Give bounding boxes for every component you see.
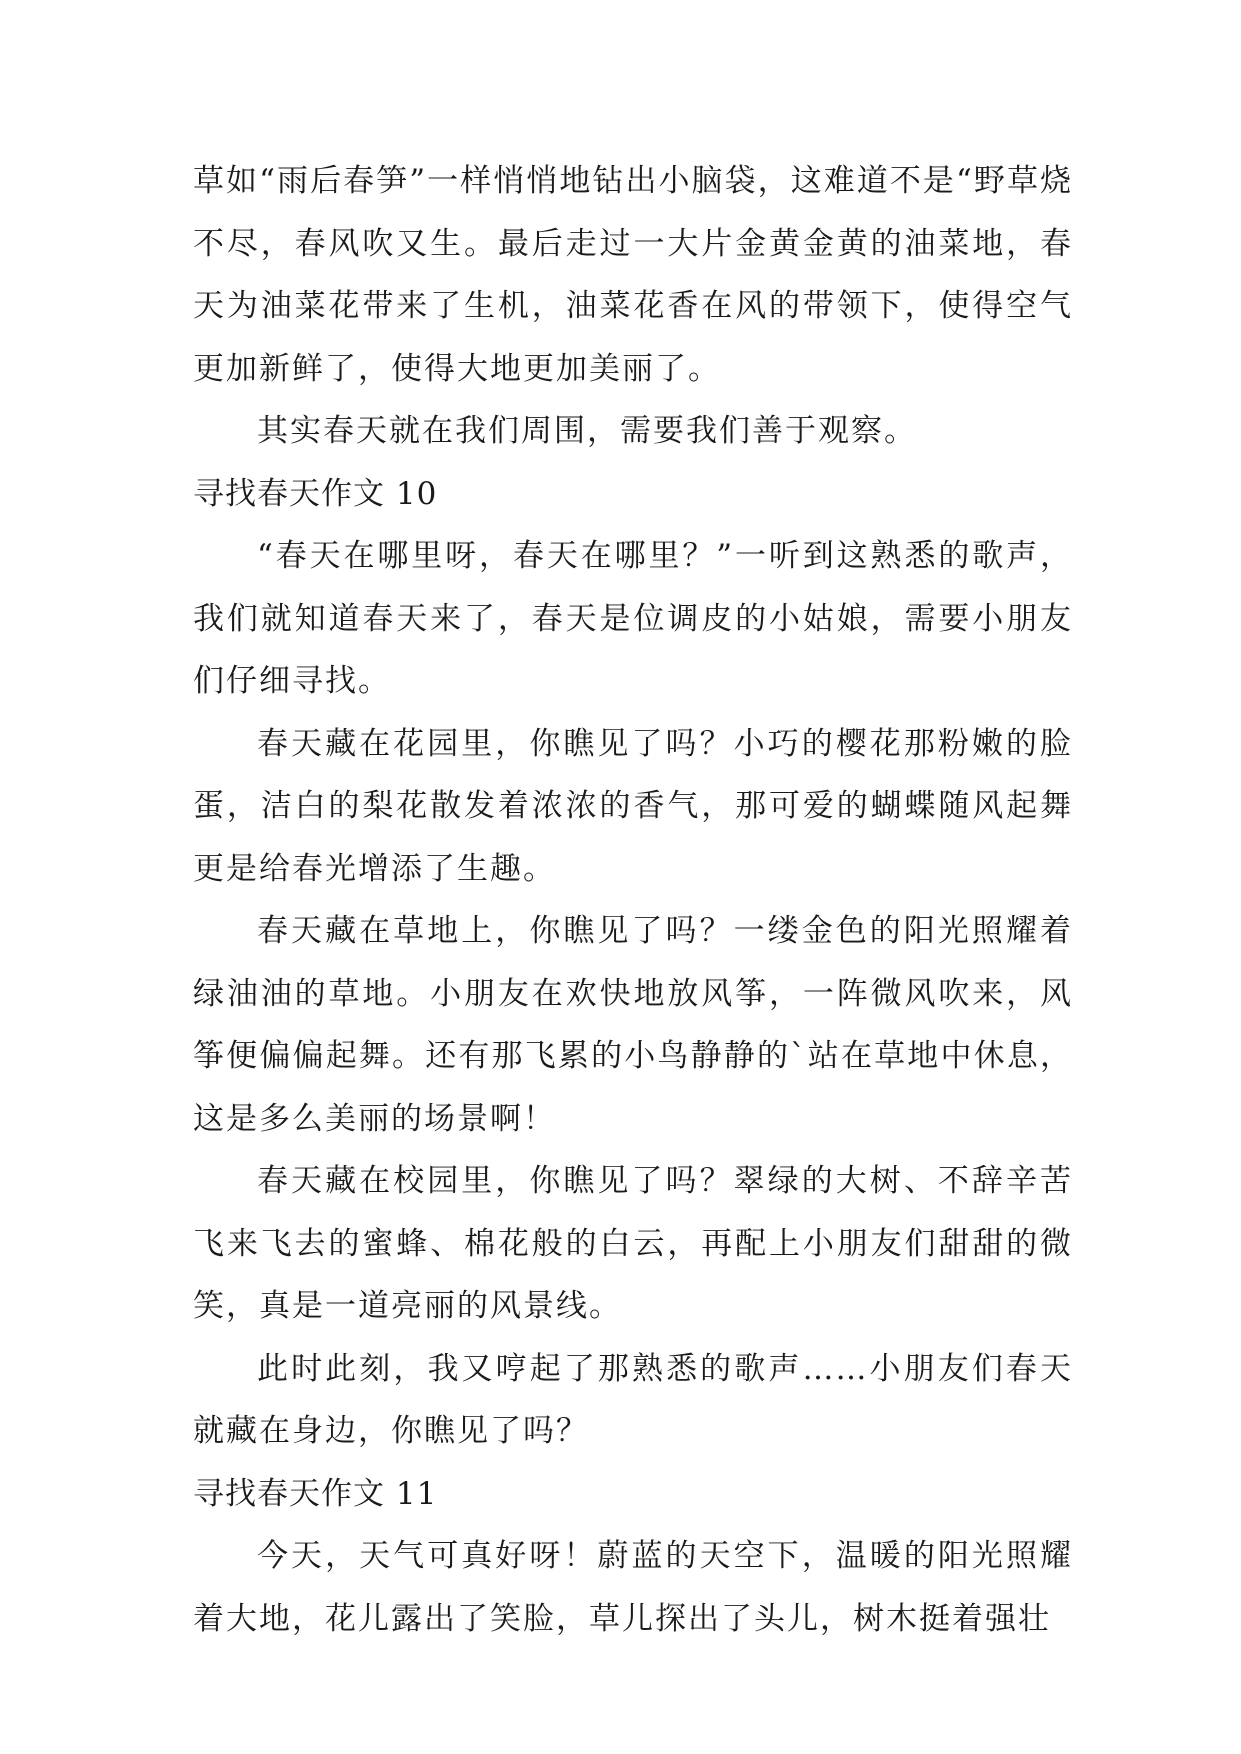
- paragraph: 今天，天气可真好呀！蔚蓝的天空下，温暖的阳光照耀着大地，花儿露出了笑脸，草儿探出了头儿，树木挺着强壮: [193, 1538, 1073, 1637]
- document-body: [193, 150, 1073, 1650]
- paragraph: 草如“雨后春笋”一样悄悄地钻出小脑袋，这难道不是“野草烧不尽，春风吹又生。最后走过一大片金黄金黄的油菜地，春天为油菜花带来了生机，油菜花香在风的带领下，使得空气更加新鲜了，使得大地更加美丽了。: [193, 163, 1073, 387]
- paragraph: 春天藏在校园里，你瞧见了吗？翠绿的大树、不辞辛苦飞来飞去的蜜蜂、棉花般的白云，再配上小朋友们甜甜的微笑，真是一道亮丽的风景线。: [193, 1163, 1073, 1324]
- paragraph: 其实春天就在我们周围，需要我们善于观察。: [257, 413, 917, 449]
- paragraph: 此时此刻，我又哼起了那熟悉的歌声……小朋友们春天就藏在身边，你瞧见了吗？: [193, 1350, 1073, 1449]
- paragraph: “春天在哪里呀，春天在哪里？”一听到这熟悉的歌声，我们就知道春天来了，春天是位调皮的小姑娘，需要小朋友们仔细寻找。: [193, 538, 1073, 699]
- paragraph: 春天藏在花园里，你瞧见了吗？小巧的樱花那粉嫩的脸蛋，洁白的梨花散发着浓浓的香气，那可爱的蝴蝶随风起舞更是给春光增添了生趣。: [193, 725, 1073, 887]
- section-heading: 寻找春天作文 11: [193, 1475, 438, 1512]
- section-heading: 寻找春天作文 10: [193, 475, 438, 512]
- paragraph: 春天藏在草地上，你瞧见了吗？一缕金色的阳光照耀着绿油油的草地。小朋友在欢快地放风筝，一阵微风吹来，风筝便偏偏起舞。还有那飞累的小鸟静静的`站在草地中休息，这是多么美丽的场景啊！: [193, 913, 1073, 1137]
